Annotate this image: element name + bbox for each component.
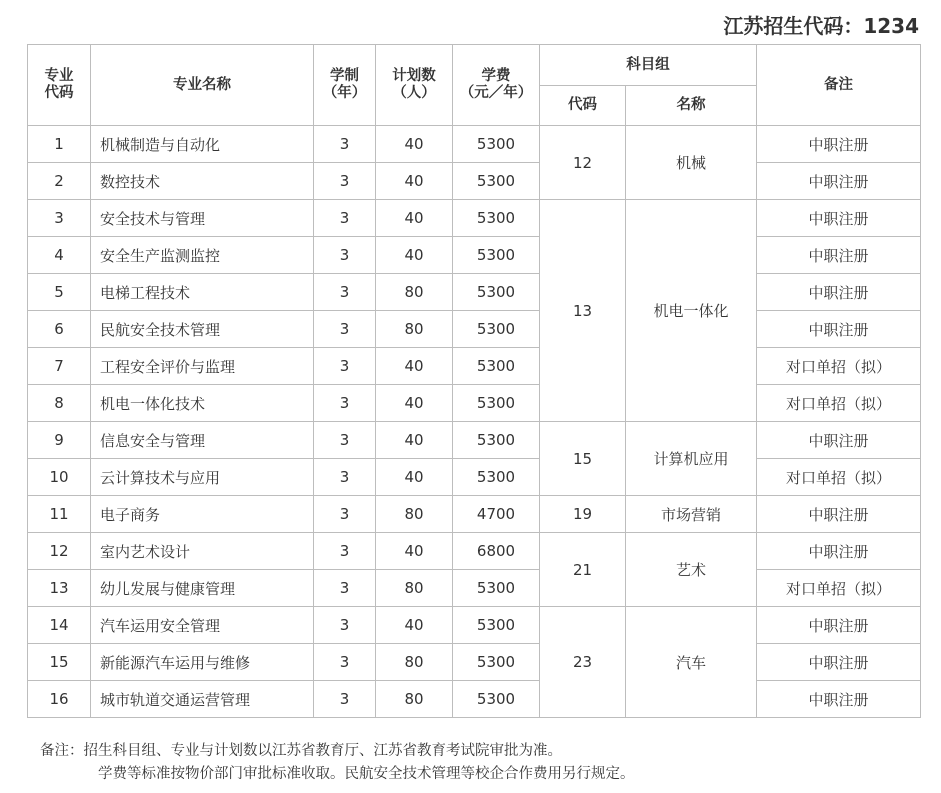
group-code-cell: 15 (540, 422, 626, 496)
major-code-cell: 9 (28, 422, 91, 459)
major-code-cell: 15 (28, 644, 91, 681)
note-cell: 对口单招（拟） (757, 459, 921, 496)
table-row (28, 570, 921, 607)
years-cell: 3 (314, 459, 376, 496)
note-cell: 中职注册 (757, 126, 921, 163)
plan-cell: 40 (376, 126, 453, 163)
years-cell: 3 (314, 570, 376, 607)
note-cell: 对口单招（拟） (757, 385, 921, 422)
fee-cell: 5300 (453, 237, 540, 274)
plan-cell: 80 (376, 644, 453, 681)
note-cell: 中职注册 (757, 422, 921, 459)
major-name-cell: 电子商务 (91, 496, 314, 533)
group-name-cell: 计算机应用 (626, 422, 757, 496)
plan-cell: 40 (376, 237, 453, 274)
table-row (28, 496, 921, 533)
fee-cell: 5300 (453, 163, 540, 200)
plan-cell: 80 (376, 311, 453, 348)
note-cell: 中职注册 (757, 237, 921, 274)
years-cell: 3 (314, 311, 376, 348)
header-note: 备注 (757, 45, 921, 126)
note-cell: 中职注册 (757, 533, 921, 570)
table-row (28, 533, 921, 570)
major-code-cell: 11 (28, 496, 91, 533)
major-code-cell: 16 (28, 681, 91, 718)
major-code-cell: 14 (28, 607, 91, 644)
fee-cell: 5300 (453, 644, 540, 681)
footnote-line-1: 备注：招生科目组、专业与计划数以江苏省教育厅、江苏省教育考试院审批为准。 (40, 743, 562, 759)
plan-cell: 40 (376, 200, 453, 237)
footnote-line-2: 学费等标准按物价部门审批标准收取。民航安全技术管理等校企合作费用另行规定。 (98, 766, 635, 782)
fee-cell: 5300 (453, 200, 540, 237)
fee-cell: 5300 (453, 607, 540, 644)
fee-cell: 5300 (453, 422, 540, 459)
years-cell: 3 (314, 496, 376, 533)
header-major-name: 专业名称 (91, 45, 314, 126)
note-cell: 对口单招（拟） (757, 570, 921, 607)
note-cell: 中职注册 (757, 311, 921, 348)
major-name-cell: 机电一体化技术 (91, 385, 314, 422)
major-code-cell: 13 (28, 570, 91, 607)
fee-cell: 5300 (453, 348, 540, 385)
table-row (28, 681, 921, 718)
header-subject-group: 科目组 (540, 45, 757, 86)
header-plan: 计划数 （人） (376, 45, 453, 126)
header-group-code: 代码 (540, 86, 626, 126)
years-cell: 3 (314, 681, 376, 718)
years-cell: 3 (314, 200, 376, 237)
note-cell: 中职注册 (757, 496, 921, 533)
fee-cell: 5300 (453, 385, 540, 422)
major-name-cell: 安全生产监测监控 (91, 237, 314, 274)
major-code-cell: 6 (28, 311, 91, 348)
fee-cell: 5300 (453, 570, 540, 607)
plan-cell: 40 (376, 348, 453, 385)
years-cell: 3 (314, 348, 376, 385)
years-cell: 3 (314, 274, 376, 311)
major-name-cell: 数控技术 (91, 163, 314, 200)
page-title: 江苏招生代码：1234 (723, 14, 919, 38)
major-code-cell: 10 (28, 459, 91, 496)
major-code-cell: 5 (28, 274, 91, 311)
major-name-cell: 民航安全技术管理 (91, 311, 314, 348)
group-name-cell: 机械 (626, 126, 757, 200)
table-row (28, 237, 921, 274)
note-cell: 中职注册 (757, 274, 921, 311)
plan-cell: 40 (376, 163, 453, 200)
table-row (28, 385, 921, 422)
table-row (28, 607, 921, 644)
table-row (28, 644, 921, 681)
plan-cell: 80 (376, 496, 453, 533)
group-code-cell: 19 (540, 496, 626, 533)
note-cell: 中职注册 (757, 681, 921, 718)
plan-cell: 80 (376, 570, 453, 607)
plan-cell: 40 (376, 607, 453, 644)
major-code-cell: 2 (28, 163, 91, 200)
fee-cell: 5300 (453, 126, 540, 163)
plan-cell: 40 (376, 533, 453, 570)
plan-cell: 80 (376, 274, 453, 311)
table-row (28, 274, 921, 311)
major-name-cell: 工程安全评价与监理 (91, 348, 314, 385)
group-name-cell: 机电一体化 (626, 200, 757, 422)
group-name-cell: 艺术 (626, 533, 757, 607)
years-cell: 3 (314, 126, 376, 163)
plan-cell: 40 (376, 459, 453, 496)
plan-cell: 40 (376, 385, 453, 422)
note-cell: 中职注册 (757, 607, 921, 644)
group-code-cell: 13 (540, 200, 626, 422)
fee-cell: 5300 (453, 311, 540, 348)
major-name-cell: 信息安全与管理 (91, 422, 314, 459)
years-cell: 3 (314, 237, 376, 274)
major-code-cell: 8 (28, 385, 91, 422)
group-name-cell: 汽车 (626, 607, 757, 718)
table-row (28, 200, 921, 237)
note-cell: 中职注册 (757, 163, 921, 200)
major-code-cell: 12 (28, 533, 91, 570)
footnote (40, 740, 635, 786)
fee-cell: 5300 (453, 459, 540, 496)
years-cell: 3 (314, 644, 376, 681)
table-row (28, 348, 921, 385)
fee-cell: 5300 (453, 681, 540, 718)
table-row (28, 459, 921, 496)
fee-cell: 4700 (453, 496, 540, 533)
plan-cell: 40 (376, 422, 453, 459)
major-code-cell: 3 (28, 200, 91, 237)
major-name-cell: 安全技术与管理 (91, 200, 314, 237)
plan-cell: 80 (376, 681, 453, 718)
header-years: 学制 （年） (314, 45, 376, 126)
group-code-cell: 23 (540, 607, 626, 718)
group-code-cell: 21 (540, 533, 626, 607)
fee-cell: 5300 (453, 274, 540, 311)
major-code-cell: 4 (28, 237, 91, 274)
years-cell: 3 (314, 422, 376, 459)
major-name-cell: 新能源汽车运用与维修 (91, 644, 314, 681)
table-body (28, 126, 921, 718)
table-row (28, 163, 921, 200)
header-group-name: 名称 (626, 86, 757, 126)
table-row (28, 126, 921, 163)
group-code-cell: 12 (540, 126, 626, 200)
header-major-code: 专业 代码 (28, 45, 91, 126)
fee-cell: 6800 (453, 533, 540, 570)
table-row (28, 311, 921, 348)
enrollment-table (27, 44, 921, 718)
major-name-cell: 电梯工程技术 (91, 274, 314, 311)
major-name-cell: 机械制造与自动化 (91, 126, 314, 163)
table-row (28, 422, 921, 459)
years-cell: 3 (314, 163, 376, 200)
major-name-cell: 城市轨道交通运营管理 (91, 681, 314, 718)
note-cell: 对口单招（拟） (757, 348, 921, 385)
years-cell: 3 (314, 607, 376, 644)
major-name-cell: 室内艺术设计 (91, 533, 314, 570)
group-name-cell: 市场营销 (626, 496, 757, 533)
major-name-cell: 幼儿发展与健康管理 (91, 570, 314, 607)
header-fee: 学费 （元／年） (453, 45, 540, 126)
major-name-cell: 汽车运用安全管理 (91, 607, 314, 644)
note-cell: 中职注册 (757, 200, 921, 237)
major-name-cell: 云计算技术与应用 (91, 459, 314, 496)
note-cell: 中职注册 (757, 644, 921, 681)
years-cell: 3 (314, 533, 376, 570)
major-code-cell: 1 (28, 126, 91, 163)
years-cell: 3 (314, 385, 376, 422)
major-code-cell: 7 (28, 348, 91, 385)
